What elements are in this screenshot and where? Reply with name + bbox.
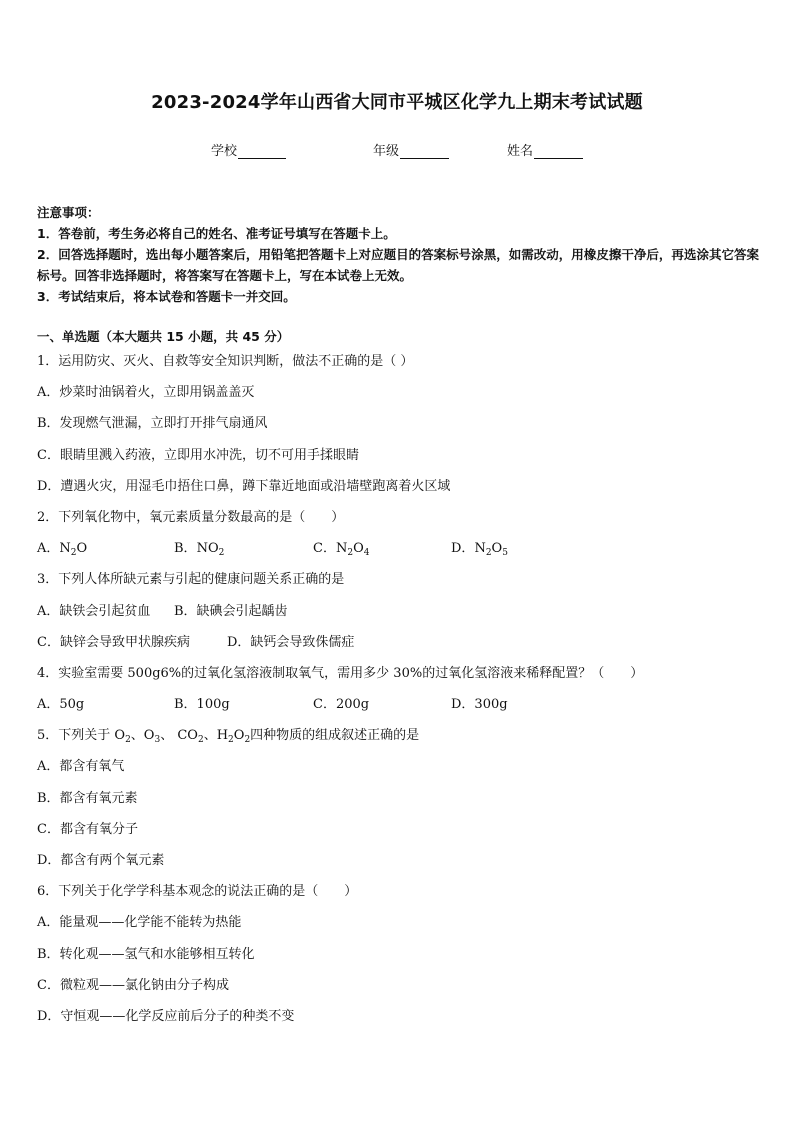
option-item: B．100g bbox=[174, 697, 230, 713]
option-row bbox=[37, 693, 759, 724]
notice-item: 3．考试结束后，将本试卷和答题卡一并交回。 bbox=[37, 289, 296, 304]
question-list bbox=[37, 350, 759, 1036]
name-label: 姓名 bbox=[507, 144, 534, 159]
question-stem: 2．下列氧化物中，氧元素质量分数最高的是（ ） bbox=[37, 509, 345, 525]
option-item: A．炒菜时油锅着火，立即用锅盖盖灭 bbox=[37, 385, 255, 401]
school-blank[interactable] bbox=[238, 144, 286, 159]
school-field bbox=[211, 140, 286, 159]
option-item: A．$N_2O$ bbox=[37, 541, 88, 559]
notice-heading: 注意事项： bbox=[37, 205, 100, 220]
student-info-row bbox=[0, 140, 794, 160]
option-row bbox=[37, 600, 759, 631]
option-item: A．50g bbox=[37, 697, 85, 713]
question-stem: 4．实验室需要 500g6%的过氧化氢溶液制取氧气，需用多少 30%的过氧化氢溶液来稀释配置？（ ） bbox=[37, 665, 644, 681]
option-item: C．200g bbox=[313, 697, 370, 713]
question-stem: 6．下列关于化学学科基本观念的说法正确的是（ ） bbox=[37, 884, 358, 900]
option-item: D．都含有两个氧元素 bbox=[37, 853, 165, 868]
option-item: D．守恒观——化学反应前后分子的种类不变 bbox=[37, 1008, 295, 1024]
option-item: C．眼睛里溅入药液，立即用水冲洗，切不可用手揉眼睛 bbox=[37, 447, 359, 463]
page-title: 2023-2024学年山西省大同市平城区化学九上期末考试试题 bbox=[151, 92, 643, 113]
name-field bbox=[507, 140, 583, 159]
notice-item: 1．答卷前，考生务必将自己的姓名、准考证号填写在答题卡上。 bbox=[37, 226, 396, 241]
option-row bbox=[37, 537, 759, 568]
name-blank[interactable] bbox=[534, 144, 583, 159]
notice-block bbox=[37, 202, 759, 307]
question-stem: 3．下列人体所缺元素与引起的健康问题关系正确的是 bbox=[37, 572, 345, 588]
option-item: B．都含有氧元素 bbox=[37, 790, 138, 806]
option-item: C．微粒观——氯化钠由分子构成 bbox=[37, 977, 229, 993]
option-item: B．转化观——氢气和水能够相互转化 bbox=[37, 946, 255, 962]
option-item: A．能量观——化学能不能转为热能 bbox=[37, 915, 242, 931]
option-item: C．$N_2O_4$ bbox=[313, 541, 370, 559]
question-stem: 1．运用防灾、灭火、自救等安全知识判断，做法不正确的是（ ） bbox=[37, 354, 414, 369]
school-label: 学校 bbox=[211, 144, 238, 159]
option-item: D．$N_2O_5$ bbox=[451, 541, 508, 559]
option-item: C．都含有氧分子 bbox=[37, 821, 138, 837]
option-item: D．缺钙会导致侏儒症 bbox=[227, 634, 355, 650]
grade-field bbox=[373, 140, 449, 159]
grade-blank[interactable] bbox=[400, 144, 449, 159]
notice-item: 2．回答选择题时，选出每小题答案后，用铅笔把答题卡上对应题目的答案标号涂黑，如需改动，用橡皮擦干净后，再选涂其它答案标号。回答非选择题时，将答案写在答题卡上，写在本试卷上无效。 bbox=[37, 247, 759, 283]
section-title: 一、单选题（本大题共 15 小题，共 45 分） bbox=[37, 329, 290, 344]
option-item: D．300g bbox=[451, 697, 508, 713]
option-item: B．缺碘会引起龋齿 bbox=[174, 603, 288, 619]
option-item: B．$NO_2$ bbox=[174, 541, 225, 559]
option-item: C．缺锌会导致甲状腺疾病 bbox=[37, 634, 190, 650]
option-row bbox=[37, 631, 759, 662]
option-item: B．发现燃气泄漏，立即打开排气扇通风 bbox=[37, 416, 268, 432]
grade-label: 年级 bbox=[373, 144, 400, 159]
option-item: A．都含有氧气 bbox=[37, 759, 125, 775]
option-item: A．缺铁会引起贫血 bbox=[37, 603, 151, 619]
question-stem: 5．下列关于 $O_2$、$O_3$、 $CO_2$、$H_2O_2$四种物质的组成叙述正确的是 bbox=[37, 728, 420, 746]
option-item: D．遭遇火灾，用湿毛巾捂住口鼻，蹲下靠近地面或沿墙壁跑离着火区域 bbox=[37, 478, 451, 494]
